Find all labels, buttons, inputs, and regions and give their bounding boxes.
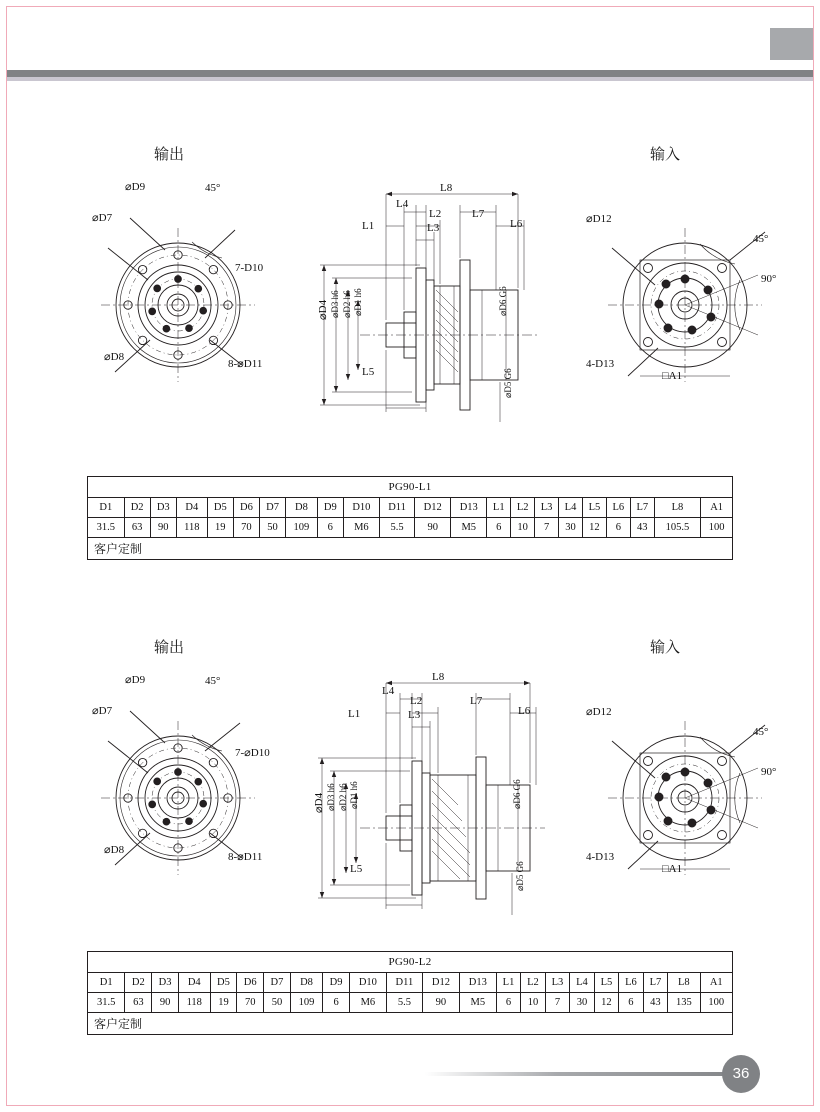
footer-rule bbox=[425, 1072, 755, 1076]
table-header-cell: D7 bbox=[259, 498, 285, 518]
table-cell: 90 bbox=[415, 518, 451, 538]
table-header-cell: L5 bbox=[582, 498, 606, 518]
table-cell: 12 bbox=[594, 993, 618, 1013]
callout-l5-2: L5 bbox=[350, 863, 363, 875]
callout-l2-2: L2 bbox=[410, 695, 423, 707]
table-cell: 105.5 bbox=[654, 518, 700, 538]
callout-45deg-2: 45° bbox=[205, 675, 221, 687]
callout-l7-2: L7 bbox=[470, 695, 483, 707]
table-cell: 31.5 bbox=[88, 518, 125, 538]
table-cell: 7 bbox=[535, 518, 559, 538]
table-cell: 6 bbox=[323, 993, 350, 1013]
table-cell: 100 bbox=[701, 518, 733, 538]
callout-l6-2: L6 bbox=[518, 705, 531, 717]
table-title-row bbox=[88, 477, 733, 498]
table-cell: 31.5 bbox=[88, 993, 125, 1013]
callout-l6-1: L6 bbox=[510, 218, 523, 230]
table-header-cell: D4 bbox=[176, 498, 207, 518]
callout-d8-1: ⌀D8 bbox=[104, 351, 125, 363]
callout-l7-1: L7 bbox=[472, 208, 485, 220]
header-bar-secondary bbox=[7, 77, 813, 81]
callout-4d13-1: 4-D13 bbox=[586, 358, 615, 370]
table-note-row bbox=[88, 1013, 733, 1035]
table-cell: 43 bbox=[643, 993, 667, 1013]
table-header-cell: D8 bbox=[290, 973, 322, 993]
table-header-cell: L7 bbox=[630, 498, 654, 518]
table-header-cell: D9 bbox=[317, 498, 343, 518]
spec-table-pg90-l2 bbox=[87, 951, 733, 1035]
callout-d7-2: ⌀D7 bbox=[92, 705, 113, 717]
table-header-cell: D6 bbox=[233, 498, 259, 518]
callout-d5-2: ⌀D5 G6 bbox=[515, 861, 525, 891]
table-header-cell: L6 bbox=[606, 498, 630, 518]
table-cell: M5 bbox=[451, 518, 487, 538]
table-cell: M6 bbox=[349, 993, 386, 1013]
label-output-1: 输出 bbox=[154, 145, 185, 163]
table-cell: 63 bbox=[125, 993, 152, 1013]
callout-a1-2: □A1 bbox=[662, 863, 683, 875]
callout-d5-1: ⌀D5 G6 bbox=[503, 368, 513, 398]
table-cell: 7 bbox=[545, 993, 569, 1013]
table-cell: 6 bbox=[619, 993, 643, 1013]
table-cell: 6 bbox=[496, 993, 520, 1013]
input-face-view-1 bbox=[580, 180, 800, 430]
callout-90deg-1: 90° bbox=[761, 273, 777, 285]
spec-table-pg90-l1 bbox=[87, 476, 733, 560]
table-cell: 90 bbox=[150, 518, 176, 538]
table-header-cell: L7 bbox=[643, 973, 667, 993]
table-cell: 30 bbox=[559, 518, 583, 538]
callout-l8-2: L8 bbox=[432, 671, 445, 683]
table-cell: 6 bbox=[606, 518, 630, 538]
table-header-cell: D3 bbox=[150, 498, 176, 518]
table-header-cell: L4 bbox=[570, 973, 594, 993]
table-header-cell: L4 bbox=[559, 498, 583, 518]
callout-l4-2: L4 bbox=[382, 685, 395, 697]
table-header-cell: D6 bbox=[237, 973, 264, 993]
header-bar bbox=[7, 70, 813, 77]
table-header-cell: D11 bbox=[379, 498, 414, 518]
table-cell: 135 bbox=[668, 993, 700, 1013]
table-cell: 30 bbox=[570, 993, 594, 1013]
table-header-cell: L2 bbox=[511, 498, 535, 518]
callout-7d10-1: 7-D10 bbox=[235, 262, 264, 274]
table-cell: 109 bbox=[290, 993, 322, 1013]
table-cell: 50 bbox=[264, 993, 291, 1013]
table-header-cell: D1 bbox=[88, 973, 125, 993]
table-cell: 5.5 bbox=[386, 993, 422, 1013]
callout-d8-2: ⌀D8 bbox=[104, 844, 125, 856]
callout-d3-1: ⌀D3 h6 bbox=[330, 290, 340, 318]
table-header-cell: D10 bbox=[343, 498, 379, 518]
callout-l2-1: L2 bbox=[429, 208, 442, 220]
table-cell: 10 bbox=[511, 518, 535, 538]
table-header-cell: L1 bbox=[487, 498, 511, 518]
table-cell: 12 bbox=[582, 518, 606, 538]
table-cell: 6 bbox=[317, 518, 343, 538]
table-note: 客户定制 bbox=[88, 1013, 733, 1035]
callout-a1-1: □A1 bbox=[662, 370, 683, 382]
table-cell: 70 bbox=[237, 993, 264, 1013]
callout-d9-2: ⌀D9 bbox=[125, 674, 146, 686]
table-header-cell: L8 bbox=[668, 973, 700, 993]
table-title-row bbox=[88, 952, 733, 973]
callout-45deg-right-1: 45° bbox=[753, 233, 769, 245]
table-cell: 10 bbox=[521, 993, 545, 1013]
callout-45deg-right-2: 45° bbox=[753, 726, 769, 738]
table-header-cell: D9 bbox=[323, 973, 350, 993]
table-cell: 43 bbox=[630, 518, 654, 538]
callout-d9-1: ⌀D9 bbox=[125, 181, 146, 193]
table-header-cell: A1 bbox=[700, 973, 733, 993]
table-header-cell: D2 bbox=[125, 973, 152, 993]
table-cell: 118 bbox=[178, 993, 210, 1013]
callout-d4-2: ⌀D4 bbox=[313, 792, 325, 813]
table-cell: 90 bbox=[152, 993, 179, 1013]
table-header-cell: D13 bbox=[459, 973, 496, 993]
table-header-cell: L8 bbox=[654, 498, 700, 518]
callout-d2-1: ⌀D2 h6 bbox=[342, 290, 352, 318]
table-header-cell: D4 bbox=[178, 973, 210, 993]
table-cell: 70 bbox=[233, 518, 259, 538]
callout-l8-1: L8 bbox=[440, 182, 453, 194]
table-cell: M5 bbox=[459, 993, 496, 1013]
table-header-cell: D11 bbox=[386, 973, 422, 993]
label-input-2: 输入 bbox=[650, 638, 681, 656]
callout-7d10-2: 7-⌀D10 bbox=[235, 747, 270, 759]
table-header-cell: L1 bbox=[496, 973, 520, 993]
callout-4d13-2: 4-D13 bbox=[586, 851, 615, 863]
callout-8d11-2: 8-⌀D11 bbox=[228, 851, 263, 863]
callout-d2-2: ⌀D2 h6 bbox=[338, 783, 348, 811]
table-cell: 109 bbox=[286, 518, 318, 538]
table-cell: M6 bbox=[343, 518, 379, 538]
callout-l4-1: L4 bbox=[396, 198, 409, 210]
table-header-cell: D12 bbox=[422, 973, 459, 993]
table-header-cell: D13 bbox=[451, 498, 487, 518]
table-cell: 19 bbox=[207, 518, 233, 538]
label-input-1: 输入 bbox=[650, 145, 681, 163]
table-header-cell: D8 bbox=[286, 498, 318, 518]
callout-d1-1: ⌀D1 h6 bbox=[353, 288, 363, 316]
table-header-cell: D12 bbox=[415, 498, 451, 518]
callout-l5-1: L5 bbox=[362, 366, 375, 378]
table-header-cell: L2 bbox=[521, 973, 545, 993]
table-header-cell: A1 bbox=[701, 498, 733, 518]
header-tab bbox=[770, 28, 813, 60]
table-cell: 100 bbox=[700, 993, 733, 1013]
callout-d12-2: ⌀D12 bbox=[586, 706, 612, 718]
table-header-cell: D5 bbox=[207, 498, 233, 518]
table-cell: 19 bbox=[210, 993, 237, 1013]
table-value-row bbox=[88, 518, 733, 538]
table-header-cell: L3 bbox=[545, 973, 569, 993]
table-cell: 5.5 bbox=[379, 518, 414, 538]
table-value-row bbox=[88, 993, 733, 1013]
callout-8d11-1: 8-⌀D11 bbox=[228, 358, 263, 370]
table-cell: 6 bbox=[487, 518, 511, 538]
table-header-cell: L5 bbox=[594, 973, 618, 993]
table-header-row bbox=[88, 973, 733, 993]
table-header-cell: D1 bbox=[88, 498, 125, 518]
table-header-cell: D3 bbox=[152, 973, 179, 993]
drawing-pg90-l2 bbox=[0, 613, 820, 913]
table-header-cell: D7 bbox=[264, 973, 291, 993]
input-face-view-2 bbox=[580, 673, 800, 923]
table-title: PG90-L2 bbox=[88, 952, 733, 973]
callout-d7-1: ⌀D7 bbox=[92, 212, 113, 224]
table-header-cell: D10 bbox=[349, 973, 386, 993]
drawing-pg90-l1 bbox=[0, 120, 820, 420]
callout-l1-2: L1 bbox=[348, 708, 361, 720]
label-output-2: 输出 bbox=[154, 638, 185, 656]
callout-45deg-1: 45° bbox=[205, 182, 221, 194]
table-cell: 63 bbox=[124, 518, 150, 538]
table-header-cell: D5 bbox=[210, 973, 237, 993]
callout-d12-1: ⌀D12 bbox=[586, 213, 612, 225]
table-header-cell: D2 bbox=[124, 498, 150, 518]
callout-d3-2: ⌀D3 h6 bbox=[326, 783, 336, 811]
table-note: 客户定制 bbox=[88, 538, 733, 560]
callout-d4-1: ⌀D4 bbox=[317, 299, 329, 320]
callout-d6-1: ⌀D6 G6 bbox=[498, 286, 508, 316]
callout-d1-2: ⌀D1 h6 bbox=[349, 781, 359, 809]
table-header-cell: L6 bbox=[619, 973, 643, 993]
table-header-cell: L3 bbox=[535, 498, 559, 518]
callout-l3-1: L3 bbox=[427, 222, 440, 234]
table-cell: 50 bbox=[259, 518, 285, 538]
callout-90deg-2: 90° bbox=[761, 766, 777, 778]
callout-d6-2: ⌀D6 G6 bbox=[512, 779, 522, 809]
table-note-row bbox=[88, 538, 733, 560]
table-header-row bbox=[88, 498, 733, 518]
table-cell: 118 bbox=[176, 518, 207, 538]
table-title: PG90-L1 bbox=[88, 477, 733, 498]
callout-l1-1: L1 bbox=[362, 220, 375, 232]
callout-l3-2: L3 bbox=[408, 709, 421, 721]
page-number: 36 bbox=[722, 1055, 760, 1093]
table-cell: 90 bbox=[422, 993, 459, 1013]
